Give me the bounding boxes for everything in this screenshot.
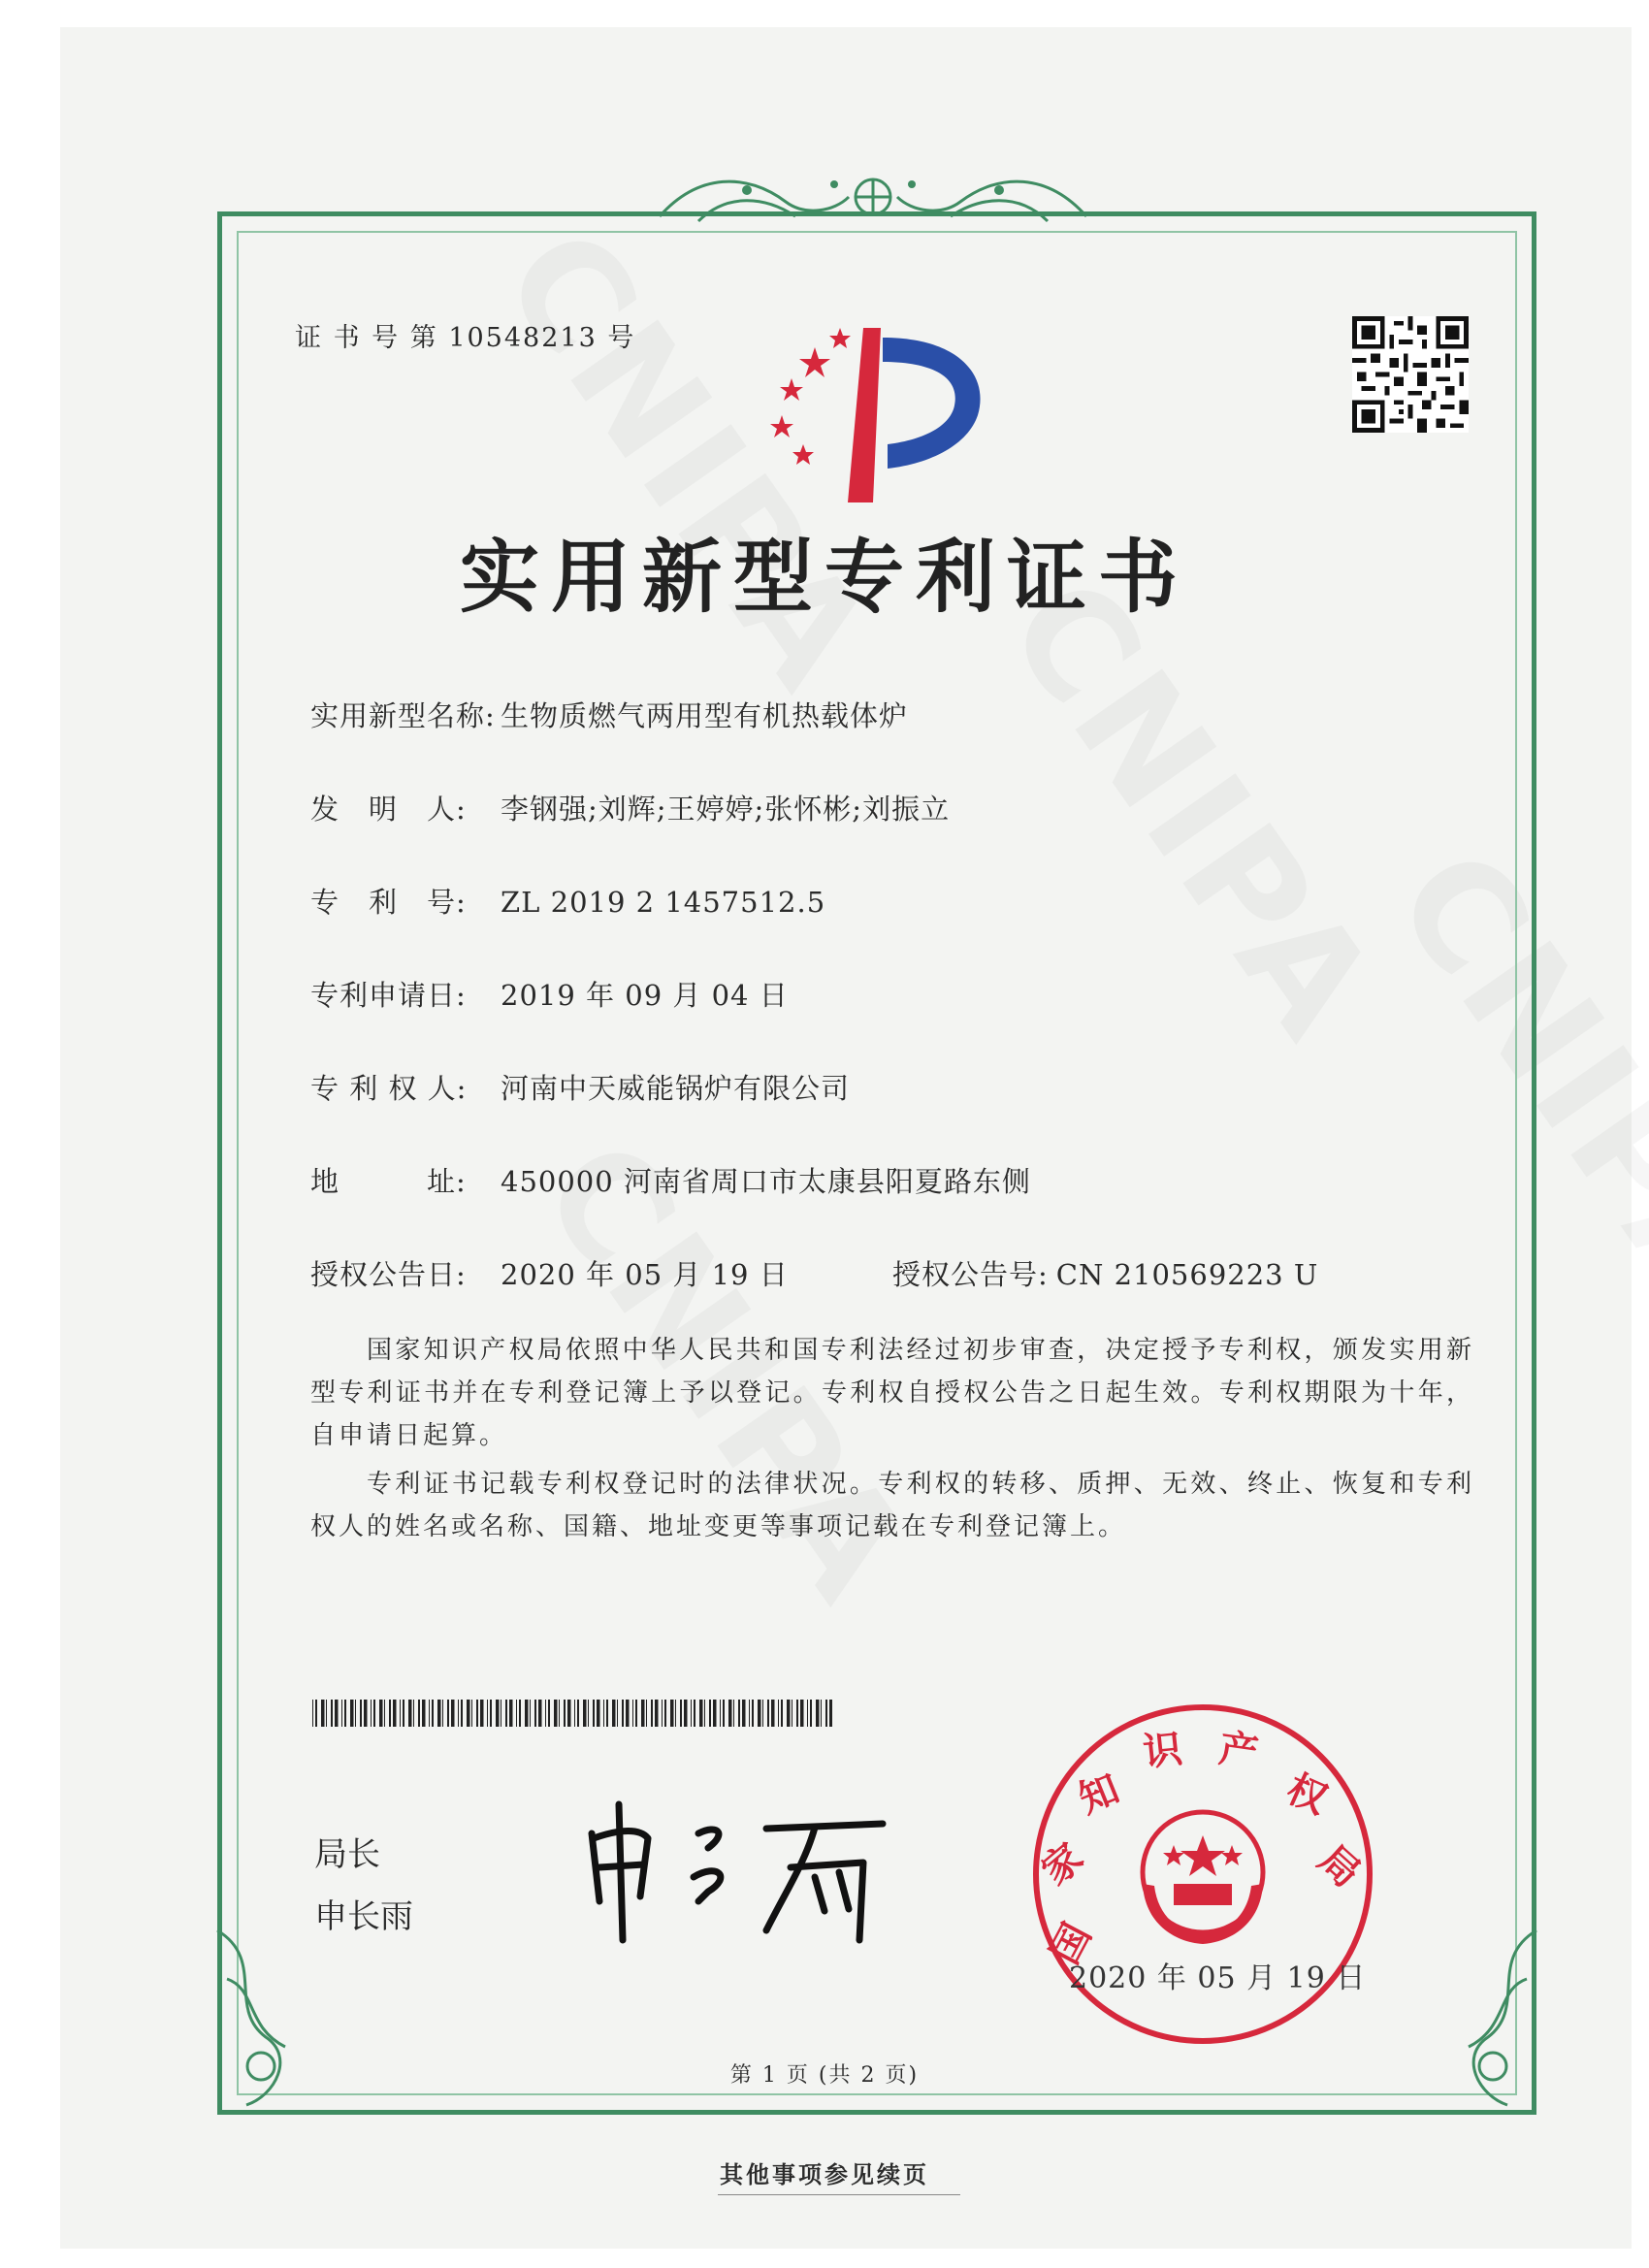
barcode-bar bbox=[490, 1700, 492, 1727]
barcode-bar bbox=[480, 1700, 484, 1727]
official-seal-icon bbox=[1028, 1700, 1377, 2049]
field-value: 2020 年 05 月 19 日 bbox=[501, 1258, 789, 1291]
barcode-bar bbox=[315, 1700, 317, 1727]
svg-text:权: 权 bbox=[1279, 1766, 1334, 1824]
grant-paragraph: 国家知识产权局依照中华人民共和国专利法经过初步审查，决定授予专利权，颁发实用新型专利证书并在专利登记簿上予以登记。专利权自授权公告之日起生效。专利权期限为十年，自申请日起算。 bbox=[310, 1336, 1474, 1450]
barcode-bar bbox=[662, 1700, 663, 1727]
barcode-bar bbox=[326, 1700, 327, 1727]
barcode-bar bbox=[670, 1700, 674, 1727]
barcode-bar bbox=[525, 1700, 529, 1727]
barcode-icon bbox=[312, 1700, 832, 1727]
barcode-bar bbox=[335, 1700, 339, 1727]
barcode-bar bbox=[516, 1700, 517, 1727]
barcode-bar bbox=[796, 1700, 798, 1727]
field-label: 地 址: bbox=[310, 1165, 467, 1198]
svg-text:识: 识 bbox=[1141, 1727, 1184, 1776]
certificate-title: 实用新型专利证书 bbox=[459, 531, 1189, 624]
barcode-bar bbox=[476, 1700, 478, 1727]
barcode-bar bbox=[467, 1700, 470, 1727]
barcode-bar bbox=[733, 1700, 734, 1727]
barcode-bar bbox=[829, 1700, 832, 1727]
field-label: 专 利 权 人: bbox=[310, 1072, 468, 1105]
barcode-bar bbox=[713, 1700, 717, 1727]
barcode-bar bbox=[432, 1700, 434, 1727]
barcode-bar bbox=[626, 1700, 630, 1727]
barcode-bar bbox=[593, 1700, 595, 1727]
barcode-bar bbox=[749, 1700, 750, 1727]
barcode-bar bbox=[350, 1700, 354, 1727]
barcode-bar bbox=[675, 1700, 676, 1727]
barcode-bar bbox=[371, 1700, 372, 1727]
barcode-bar bbox=[767, 1700, 769, 1727]
barcode-bar bbox=[418, 1700, 420, 1727]
barcode-bar bbox=[807, 1700, 808, 1727]
field-value: 450000 河南省周口市太康县阳夏路东侧 bbox=[501, 1165, 1031, 1198]
field-row-name bbox=[310, 695, 908, 734]
director-block bbox=[314, 1824, 413, 1948]
barcode-bar bbox=[606, 1700, 608, 1727]
barcode-bar bbox=[787, 1700, 791, 1727]
barcode-bar bbox=[758, 1700, 761, 1727]
barcode-bar bbox=[738, 1700, 740, 1727]
barcode-bar bbox=[384, 1700, 385, 1727]
footer-note: 其他事项参见续页 bbox=[720, 2160, 929, 2188]
barcode-bar bbox=[403, 1700, 404, 1727]
publication-number bbox=[892, 1253, 1318, 1293]
barcode-bar bbox=[752, 1700, 754, 1727]
field-value: CN 210569223 U bbox=[1055, 1258, 1319, 1291]
barcode-bar bbox=[825, 1700, 827, 1727]
field-label: 专 利 号: bbox=[310, 886, 467, 919]
barcode-bar bbox=[651, 1700, 653, 1727]
field-label: 专利申请日: bbox=[310, 979, 467, 1012]
barcode-bar bbox=[684, 1700, 688, 1727]
barcode-bar bbox=[389, 1700, 391, 1727]
barcode-bar bbox=[437, 1700, 441, 1727]
barcode-bar bbox=[442, 1700, 443, 1727]
director-title: 局长 bbox=[314, 1835, 380, 1874]
barcode-bar bbox=[583, 1700, 587, 1727]
barcode-bar bbox=[534, 1700, 536, 1727]
barcode-bar bbox=[762, 1700, 763, 1727]
seal-date: 2020 年 05 月 19 日 bbox=[1069, 1961, 1367, 1995]
qr-code-icon bbox=[1352, 316, 1469, 433]
barcode-bar bbox=[408, 1700, 412, 1727]
barcode-bar bbox=[574, 1700, 575, 1727]
barcode-bar bbox=[461, 1700, 463, 1727]
barcode-bar bbox=[617, 1700, 618, 1727]
barcode-bar bbox=[545, 1700, 546, 1727]
barcode-bar bbox=[694, 1700, 695, 1727]
legal-status-paragraph: 专利证书记载专利权登记时的法律状况。专利权的转移、质押、无效、终止、恢复和专利权人的姓名或名称、国籍、地址变更等事项记载在专利登记簿上。 bbox=[310, 1470, 1474, 1541]
barcode-bar bbox=[331, 1700, 333, 1727]
barcode-bar bbox=[447, 1700, 449, 1727]
field-row-inventors bbox=[310, 788, 950, 827]
barcode-bar bbox=[355, 1700, 356, 1727]
barcode-bar bbox=[635, 1700, 637, 1727]
barcode-bar bbox=[810, 1700, 812, 1727]
barcode-bar bbox=[728, 1700, 732, 1727]
barcode-bar bbox=[709, 1700, 711, 1727]
svg-text:知: 知 bbox=[1072, 1766, 1126, 1823]
barcode-bar bbox=[471, 1700, 472, 1727]
field-row-patent-number bbox=[310, 881, 825, 921]
certificate-number: 证 书 号 第 10548213 号 bbox=[295, 323, 636, 353]
field-value: 生物质燃气两用型有机热载体炉 bbox=[501, 699, 909, 732]
barcode-bar bbox=[530, 1700, 531, 1727]
barcode-bar bbox=[451, 1700, 455, 1727]
field-value: ZL 2019 2 1457512.5 bbox=[501, 886, 826, 919]
svg-text:国: 国 bbox=[1042, 1916, 1101, 1972]
barcode-bar bbox=[373, 1700, 375, 1727]
barcode-bar bbox=[699, 1700, 703, 1727]
barcode-bar bbox=[771, 1700, 775, 1727]
barcode-bar bbox=[597, 1700, 600, 1727]
barcode-bar bbox=[559, 1700, 560, 1727]
barcode-bar bbox=[538, 1700, 542, 1727]
barcode-bar bbox=[519, 1700, 521, 1727]
barcode-bar bbox=[655, 1700, 659, 1727]
barcode-bar bbox=[341, 1700, 342, 1727]
barcode-bar bbox=[646, 1700, 647, 1727]
barcode-bar bbox=[680, 1700, 682, 1727]
top-ornament-icon bbox=[640, 163, 1106, 241]
cnipa-logo-icon bbox=[747, 308, 1009, 502]
barcode-bar bbox=[360, 1700, 362, 1727]
page-number: 第 1 页 (共 2 页) bbox=[729, 2063, 920, 2088]
field-label: 发 明 人: bbox=[310, 793, 467, 826]
barcode-bar bbox=[487, 1700, 488, 1727]
barcode-bar bbox=[612, 1700, 616, 1727]
barcode-bar bbox=[603, 1700, 604, 1727]
barcode-bar bbox=[429, 1700, 430, 1727]
svg-text:局: 局 bbox=[1310, 1836, 1369, 1896]
barcode-bar bbox=[742, 1700, 746, 1727]
barcode-bar bbox=[816, 1700, 820, 1727]
barcode-bar bbox=[641, 1700, 645, 1727]
barcode-bar bbox=[564, 1700, 566, 1727]
barcode-bar bbox=[588, 1700, 589, 1727]
footer-divider bbox=[718, 2194, 960, 2195]
field-label: 授权公告日: bbox=[310, 1258, 467, 1291]
barcode-bar bbox=[704, 1700, 705, 1727]
field-value: 2019 年 09 月 04 日 bbox=[501, 979, 789, 1012]
barcode-bar bbox=[496, 1700, 500, 1727]
field-label: 授权公告号: bbox=[892, 1258, 1049, 1291]
barcode-bar bbox=[344, 1700, 346, 1727]
barcode-bar bbox=[821, 1700, 822, 1727]
barcode-bar bbox=[691, 1700, 692, 1727]
barcode-bar bbox=[400, 1700, 401, 1727]
field-label: 实用新型名称: bbox=[310, 699, 496, 732]
barcode-bar bbox=[458, 1700, 459, 1727]
field-row-address bbox=[310, 1160, 1031, 1200]
barcode-bar bbox=[321, 1700, 325, 1727]
barcode-bar bbox=[422, 1700, 426, 1727]
barcode-bar bbox=[413, 1700, 414, 1727]
barcode-bar bbox=[312, 1700, 313, 1727]
barcode-bar bbox=[379, 1700, 383, 1727]
barcode-bar bbox=[781, 1700, 783, 1727]
signature-image bbox=[572, 1795, 902, 1950]
barcode-bar bbox=[720, 1700, 721, 1727]
svg-text:家: 家 bbox=[1033, 1834, 1092, 1895]
barcode-bar bbox=[723, 1700, 725, 1727]
barcode-bar bbox=[554, 1700, 558, 1727]
barcode-bar bbox=[778, 1700, 779, 1727]
field-row-publication-date bbox=[310, 1253, 789, 1293]
barcode-bar bbox=[664, 1700, 666, 1727]
barcode-bar bbox=[548, 1700, 550, 1727]
barcode-bar bbox=[364, 1700, 368, 1727]
field-value: 李钢强;刘辉;王婷婷;张怀彬;刘振立 bbox=[501, 793, 951, 826]
field-row-patentee bbox=[310, 1067, 850, 1107]
barcode-bar bbox=[577, 1700, 579, 1727]
director-name: 申长雨 bbox=[314, 1897, 413, 1936]
barcode-bar bbox=[567, 1700, 571, 1727]
field-value: 河南中天威能锅炉有限公司 bbox=[501, 1072, 851, 1105]
barcode-bar bbox=[622, 1700, 624, 1727]
svg-text:产: 产 bbox=[1215, 1726, 1261, 1776]
barcode-bar bbox=[509, 1700, 513, 1727]
barcode-bar bbox=[632, 1700, 633, 1727]
barcode-bar bbox=[505, 1700, 507, 1727]
barcode-bar bbox=[393, 1700, 397, 1727]
field-row-application-date bbox=[310, 974, 789, 1014]
barcode-bar bbox=[800, 1700, 804, 1727]
